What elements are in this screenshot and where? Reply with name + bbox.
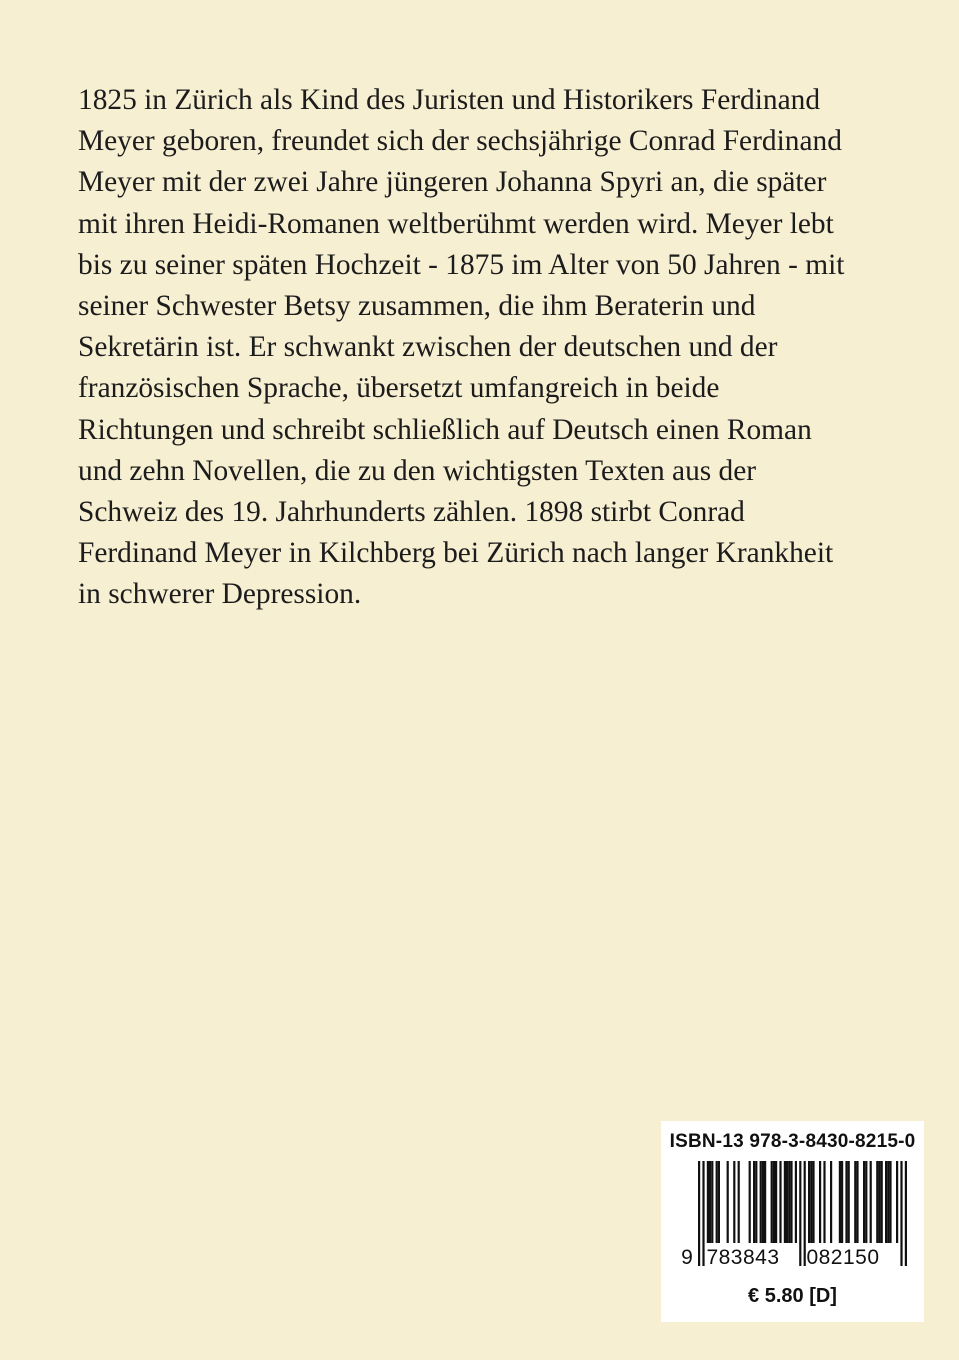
barcode-bar — [760, 1161, 762, 1243]
barcode-bar — [808, 1161, 810, 1243]
barcode-bar — [738, 1161, 740, 1243]
barcode-bar — [775, 1161, 777, 1243]
barcode-bar — [865, 1161, 867, 1243]
barcode-bar — [856, 1161, 858, 1243]
barcode-bar — [878, 1161, 880, 1243]
barcode-bar — [749, 1161, 751, 1243]
barcode-bar — [823, 1161, 825, 1243]
barcode-bar — [905, 1161, 907, 1266]
blurb-line: in schwerer Depression. — [78, 578, 362, 611]
barcode-bar — [885, 1161, 887, 1243]
barcode-bar — [786, 1161, 788, 1243]
barcode-bar — [870, 1161, 872, 1243]
barcode-bar — [716, 1161, 718, 1243]
barcode-bar — [841, 1161, 843, 1243]
barcode-bar — [711, 1161, 713, 1243]
blurb-line: bis zu seiner späten Hochzeit - 1875 im Alter von 50 Jahren - mit — [78, 248, 845, 281]
barcode-bar — [876, 1161, 878, 1243]
barcode-bar — [702, 1161, 704, 1266]
barcode-bar — [889, 1161, 891, 1243]
barcode-bar — [790, 1161, 792, 1243]
barcode-bar — [698, 1161, 700, 1266]
barcode-bar — [727, 1161, 729, 1243]
blurb-line: seiner Schwester Betsy zusammen, die ihm Beraterin und — [78, 290, 756, 323]
isbn-barcode-box — [661, 1121, 924, 1322]
blurb-line: und zehn Novellen, die zu den wichtigsten Texten aus der — [78, 454, 757, 487]
barcode-digits-left: 783843 — [706, 1246, 780, 1269]
barcode-bar — [845, 1161, 847, 1243]
barcode-bar — [863, 1161, 865, 1243]
blurb-line: französischen Sprache, übersetzt umfangreich in beide — [78, 372, 720, 405]
barcode-bar — [773, 1161, 775, 1243]
blurb-line: 1825 in Zürich als Kind des Juristen und Historikers Ferdinand — [78, 84, 821, 116]
blurb-line: Meyer mit der zwei Jahre jüngeren Johanna Spyri an, die später — [78, 166, 827, 199]
barcode-bar — [762, 1161, 764, 1243]
barcode-bar — [848, 1161, 850, 1243]
barcode-bar — [733, 1161, 735, 1243]
barcode-bar — [707, 1161, 709, 1243]
blurb-line: Meyer geboren, freundet sich der sechsjährige Conrad Ferdinand — [78, 125, 842, 158]
barcode-bar — [718, 1161, 720, 1243]
blurb-line: Sekretärin ist. Er schwankt zwischen der deutschen und der — [78, 331, 778, 364]
barcode-bar — [887, 1161, 889, 1243]
barcode-bar — [795, 1161, 797, 1243]
blurb-line: Schweiz des 19. Jahrhunderts zählen. 1898 stirbt Conrad — [78, 496, 745, 529]
barcode-bar — [788, 1161, 790, 1243]
price-label: € 5.80 [D] — [748, 1285, 837, 1307]
barcode-bar — [753, 1161, 755, 1243]
barcode-bar — [896, 1161, 898, 1243]
barcode-bar — [810, 1161, 812, 1243]
barcode-digit-first: 9 — [681, 1246, 693, 1269]
barcode-bar — [812, 1161, 814, 1243]
barcode-bar — [819, 1161, 821, 1243]
blurb-line: mit ihren Heidi-Romanen weltberühmt werden wird. Meyer lebt — [78, 207, 834, 240]
barcode-bar — [799, 1161, 801, 1266]
blurb-line: Ferdinand Meyer in Kilchberg bei Zürich nach langer Krankheit — [78, 537, 834, 570]
barcode-bar — [709, 1161, 711, 1243]
barcode-bar — [784, 1161, 786, 1243]
barcode-bar — [881, 1161, 883, 1243]
isbn-label: ISBN-13 978-3-8430-8215-0 — [669, 1131, 916, 1152]
blurb-line: Richtungen und schreibt schließlich auf Deutsch einen Roman — [78, 413, 812, 446]
barcode-bar — [839, 1161, 841, 1243]
barcode-bar — [830, 1161, 832, 1243]
barcode-bar — [779, 1161, 781, 1243]
barcode-bar — [755, 1161, 757, 1243]
barcode-bar — [771, 1161, 773, 1243]
back-cover-blurb — [78, 80, 898, 616]
barcode-digits-right: 082150 — [806, 1246, 880, 1269]
barcode-bar — [764, 1161, 766, 1243]
barcode-bar — [854, 1161, 856, 1243]
barcode-bar — [900, 1161, 902, 1266]
